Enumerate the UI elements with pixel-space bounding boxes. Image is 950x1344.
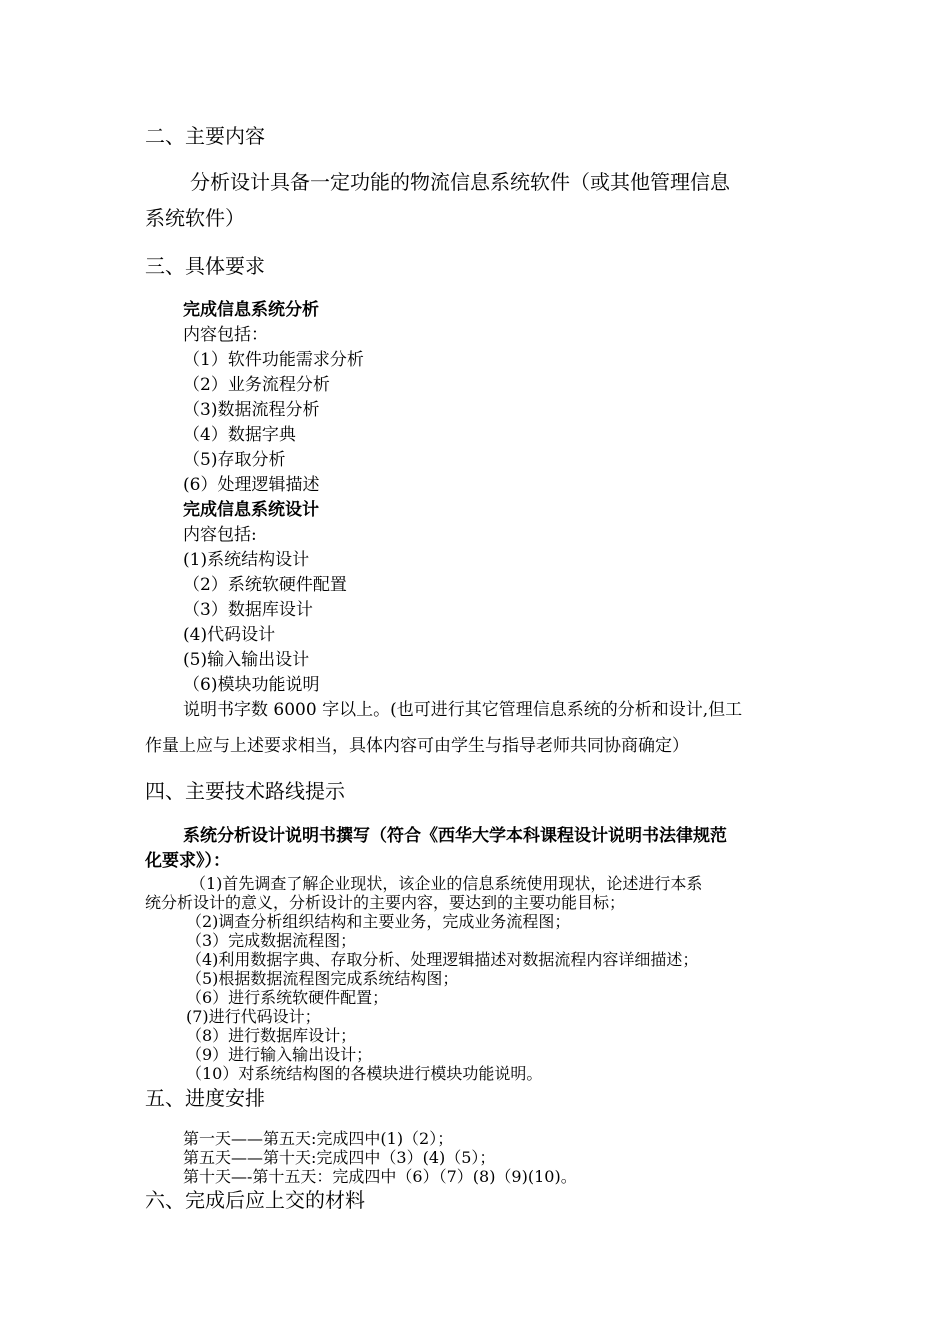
analysis-item: （1）软件功能需求分析 [183, 350, 364, 370]
analysis-item: （2）业务流程分析 [183, 375, 330, 395]
analysis-item: (6）处理逻辑描述 [183, 475, 320, 495]
tech-item: （6）进行系统软硬件配置； [186, 988, 389, 1007]
tech-item: （9）进行输入输出设计； [186, 1045, 373, 1064]
section-3-title: 三、具体要求 [145, 254, 265, 278]
requirement-note-line-1: 说明书字数 6000 字以上。(也可进行其它管理信息系统的分析和设计,但工 [183, 700, 743, 720]
analysis-item: （3)数据流程分析 [183, 400, 320, 420]
design-item: (4)代码设计 [183, 625, 276, 645]
schedule-item: 第五天——第十天:完成四中（3）(4)（5）； [183, 1148, 496, 1167]
section-6-title: 六、完成后应上交的材料 [145, 1188, 365, 1212]
tech-item: （5)根据数据流程图完成系统结构图； [186, 969, 459, 988]
tech-item: （3）完成数据流程图； [186, 931, 357, 950]
tech-item: （2)调查分析组织结构和主要业务，完成业务流程图； [186, 912, 571, 931]
design-item: （6)模块功能说明 [183, 675, 320, 695]
tech-heading-line-2: 化要求》）： [145, 851, 230, 871]
design-item: (5)输入输出设计 [183, 650, 310, 670]
section-2-title: 二、主要内容 [145, 124, 265, 148]
design-intro: 内容包括: [183, 525, 257, 545]
section-5-title: 五、进度安排 [145, 1086, 265, 1110]
analysis-item: （5)存取分析 [183, 450, 286, 470]
section-2-text-line-2: 系统软件） [145, 206, 245, 230]
tech-heading-line-1: 系统分析设计说明书撰写（符合《西华大学本科课程设计说明书法律规范 [183, 826, 727, 846]
design-item: （2）系统软硬件配置 [183, 575, 347, 595]
analysis-title: 完成信息系统分析 [183, 300, 319, 320]
schedule-item: 第十天—-第十五天：完成四中（6）（7）(8)（9)(10)。 [183, 1167, 577, 1186]
section-2-text-line-1: 分析设计具备一定功能的物流信息系统软件（或其他管理信息 [190, 170, 730, 194]
tech-item: (7)进行代码设计； [186, 1007, 321, 1026]
tech-item: （1)首先调查了解企业现状，该企业的信息系统使用现状，论述进行本系 [190, 874, 703, 893]
design-title: 完成信息系统设计 [183, 500, 319, 520]
analysis-intro: 内容包括： [183, 325, 268, 345]
tech-item: 统分析设计的意义，分析设计的主要内容，要达到的主要功能目标； [145, 893, 626, 912]
tech-item: （4)利用数据字典、存取分析、处理逻辑描述对数据流程内容详细描述； [186, 950, 699, 969]
design-item: （3）数据库设计 [183, 600, 313, 620]
requirement-note-line-2: 作量上应与上述要求相当，具体内容可由学生与指导老师共同协商确定） [145, 736, 689, 756]
analysis-item: （4）数据字典 [183, 425, 296, 445]
tech-item: （10）对系统结构图的各模块进行模块功能说明。 [186, 1064, 543, 1083]
design-item: (1)系统结构设计 [183, 550, 310, 570]
section-4-title: 四、主要技术路线提示 [145, 779, 345, 803]
tech-item: （8）进行数据库设计； [186, 1026, 357, 1045]
schedule-item: 第一天——第五天:完成四中(1)（2）； [183, 1129, 454, 1148]
